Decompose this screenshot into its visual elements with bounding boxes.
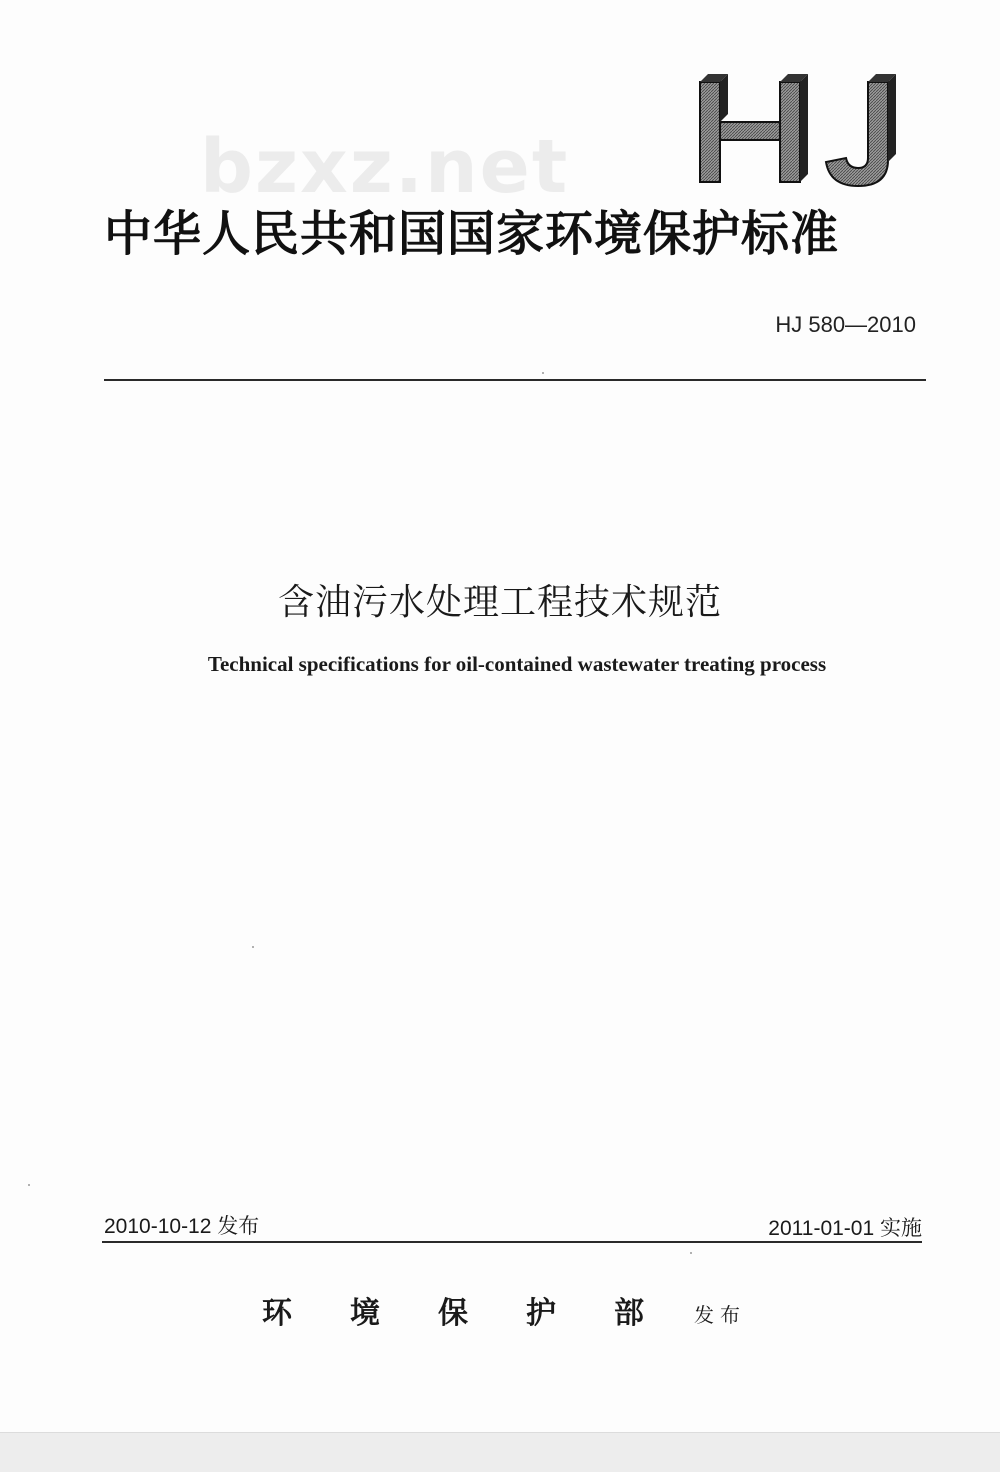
logo-letter-h: [700, 74, 808, 182]
scan-speck: [542, 372, 544, 374]
viewer-footer-strip: [0, 1432, 1000, 1472]
issuer-name: 环境保护部: [262, 1296, 702, 1331]
national-standard-title: 中华人民共和国国家环境保护标准: [104, 206, 840, 262]
scan-speck: [252, 946, 254, 948]
scan-speck: [28, 1184, 30, 1186]
watermark: bzxz.net: [200, 124, 570, 210]
logo-letter-j: [826, 74, 896, 186]
standard-number: HJ 580—2010: [775, 312, 916, 337]
document-title-en: Technical specifications for oil-contained wastewater treating process: [207, 652, 827, 676]
document-title-cn: 含油污水处理工程技术规范: [277, 582, 722, 623]
issue-date: 2010-10-12 发布: [104, 1215, 260, 1238]
bottom-divider: [102, 1241, 922, 1243]
issuer-suffix: 发布: [694, 1303, 746, 1327]
hj-logo: [690, 62, 920, 202]
top-divider: [104, 379, 926, 381]
implementation-date: 2011-01-01 实施: [768, 1217, 922, 1240]
scan-speck: [690, 1252, 692, 1254]
